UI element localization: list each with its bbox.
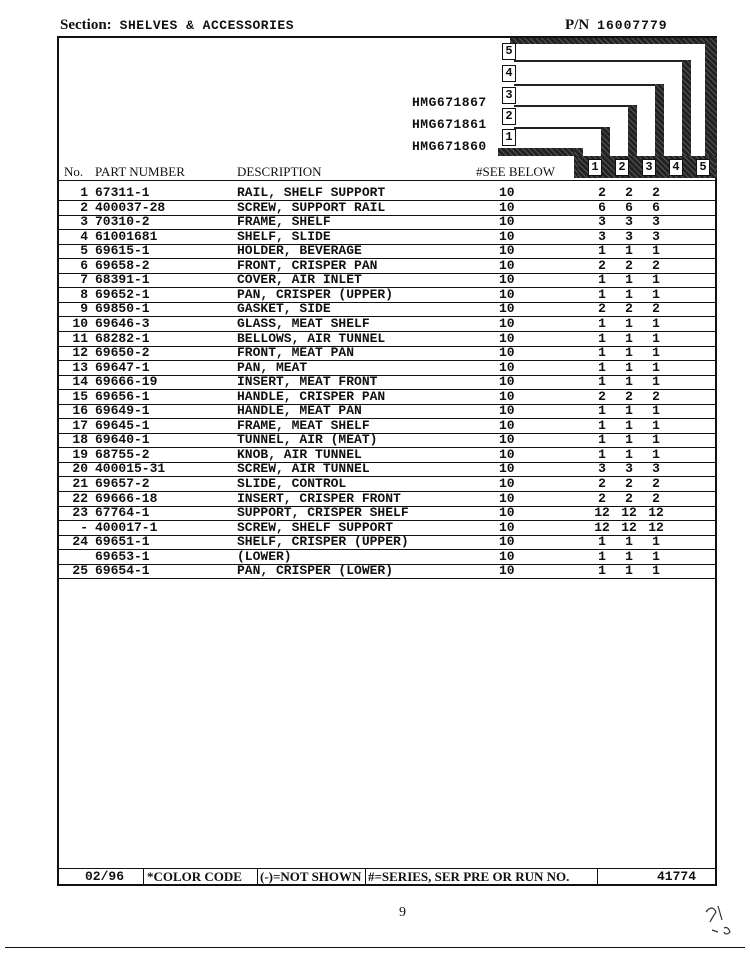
row-qty-col2: 1 bbox=[625, 446, 633, 462]
row-part-number: 400037-28 bbox=[95, 199, 166, 215]
table-row bbox=[64, 215, 714, 230]
table-row bbox=[64, 448, 714, 463]
row-qty-col3: 1 bbox=[652, 272, 660, 288]
row-qty-col2: 1 bbox=[625, 417, 633, 433]
section-label: Section: bbox=[60, 17, 112, 33]
footer-bar bbox=[57, 869, 717, 885]
row-part-number: 67311-1 bbox=[95, 185, 150, 200]
table-row bbox=[64, 273, 714, 288]
row-see-below: 10 bbox=[499, 476, 515, 491]
table-row bbox=[64, 302, 714, 317]
row-see-below: 10 bbox=[499, 490, 515, 506]
row-qty-col2: 2 bbox=[625, 257, 633, 273]
row-qty-col2: 3 bbox=[625, 228, 633, 244]
pn-value: 16007779 bbox=[597, 18, 668, 33]
row-see-below: 10 bbox=[499, 374, 515, 390]
row-see-below: 10 bbox=[499, 228, 515, 244]
series-chart bbox=[498, 38, 717, 156]
row-description: KNOB, AIR TUNNEL bbox=[237, 446, 362, 462]
row-qty-col1: 1 bbox=[598, 446, 606, 462]
row-item-number: 21 bbox=[72, 476, 88, 491]
row-item-number: 7 bbox=[80, 272, 88, 288]
row-qty-col1: 12 bbox=[594, 505, 610, 521]
row-qty-col1: 1 bbox=[598, 432, 606, 448]
row-description: FRONT, MEAT PAN bbox=[237, 345, 355, 361]
table-row bbox=[64, 186, 714, 201]
table-row bbox=[64, 419, 714, 434]
row-description: SHELF, CRISPER (UPPER) bbox=[237, 534, 409, 550]
table-row bbox=[64, 317, 714, 332]
row-see-below: 10 bbox=[499, 243, 515, 259]
row-qty-col3: 1 bbox=[652, 432, 660, 448]
row-qty-col1: 1 bbox=[598, 286, 606, 302]
row-item-number: 1 bbox=[80, 185, 88, 200]
table-row bbox=[64, 390, 714, 405]
footer-date: 02/96 bbox=[85, 869, 125, 884]
row-item-number: 6 bbox=[80, 257, 88, 273]
row-qty-col2: 1 bbox=[625, 272, 633, 288]
row-qty-col2: 2 bbox=[625, 476, 633, 491]
row-see-below: 10 bbox=[499, 301, 515, 317]
row-part-number: 69651-1 bbox=[95, 534, 150, 550]
row-part-number: 69646-3 bbox=[95, 315, 150, 331]
row-qty-col2: 12 bbox=[621, 519, 637, 535]
row-part-number: 69645-1 bbox=[95, 417, 150, 433]
col-number-3: 3 bbox=[642, 159, 656, 176]
row-item-number: 22 bbox=[72, 490, 88, 506]
row-part-number: 69666-18 bbox=[95, 490, 158, 506]
row-item-number: 19 bbox=[72, 446, 88, 462]
row-see-below: 10 bbox=[499, 286, 515, 302]
row-qty-col1: 1 bbox=[598, 534, 606, 550]
row-item-number: 5 bbox=[80, 243, 88, 259]
row-part-number: 69658-2 bbox=[95, 257, 150, 273]
row-qty-col3: 3 bbox=[652, 214, 660, 230]
row-part-number: 400015-31 bbox=[95, 461, 166, 477]
row-description: PAN, CRISPER (UPPER) bbox=[237, 286, 394, 302]
model-number-2: HMG671861 bbox=[412, 117, 487, 132]
row-qty-col1: 1 bbox=[598, 272, 606, 288]
bottom-rule bbox=[5, 947, 745, 948]
row-qty-col2: 6 bbox=[625, 199, 633, 215]
row-description: SUPPORT, CRISPER SHELF bbox=[237, 505, 409, 521]
col-number-2: 2 bbox=[615, 159, 629, 176]
row-description: FRAME, MEAT SHELF bbox=[237, 417, 370, 433]
col-number-5: 5 bbox=[696, 159, 710, 176]
row-item-number: 24 bbox=[72, 534, 88, 550]
row-qty-col2: 1 bbox=[625, 315, 633, 331]
row-see-below: 10 bbox=[499, 359, 515, 375]
row-part-number: 69615-1 bbox=[95, 243, 150, 259]
row-part-number: 69640-1 bbox=[95, 432, 150, 448]
table-row bbox=[64, 462, 714, 477]
row-qty-col3: 3 bbox=[652, 228, 660, 244]
row-see-below: 10 bbox=[499, 446, 515, 462]
row-qty-col2: 3 bbox=[625, 461, 633, 477]
row-see-below: 10 bbox=[499, 388, 515, 404]
model-number-3: HMG671860 bbox=[412, 139, 487, 154]
row-item-number: 25 bbox=[72, 563, 88, 579]
footer-series-note: #=SERIES, SER PRE OR RUN NO. bbox=[368, 869, 570, 884]
row-qty-col1: 1 bbox=[598, 243, 606, 259]
row-qty-col1: 2 bbox=[598, 388, 606, 404]
row-part-number: 68755-2 bbox=[95, 446, 150, 462]
row-qty-col2: 1 bbox=[625, 374, 633, 390]
table-row bbox=[64, 375, 714, 390]
row-qty-col1: 1 bbox=[598, 403, 606, 419]
row-see-below: 10 bbox=[499, 214, 515, 230]
row-qty-col3: 1 bbox=[652, 286, 660, 302]
row-qty-col3: 2 bbox=[652, 388, 660, 404]
series-box-5: 5 bbox=[502, 43, 516, 60]
row-qty-col3: 2 bbox=[652, 185, 660, 200]
row-qty-col3: 1 bbox=[652, 446, 660, 462]
row-part-number: 69654-1 bbox=[95, 563, 150, 579]
row-qty-col1: 1 bbox=[598, 417, 606, 433]
col-header-see-below: #SEE BELOW bbox=[476, 164, 556, 179]
row-description: SCREW, SHELF SUPPORT bbox=[237, 519, 394, 535]
footer-number: 41774 bbox=[657, 869, 697, 884]
page-number: 9 bbox=[399, 905, 406, 920]
part-number-header bbox=[565, 17, 668, 34]
row-qty-col2: 1 bbox=[625, 345, 633, 361]
row-description: RAIL, SHELF SUPPORT bbox=[237, 185, 386, 200]
row-description: INSERT, MEAT FRONT bbox=[237, 374, 378, 390]
row-qty-col2: 1 bbox=[625, 286, 633, 302]
row-description: GASKET, SIDE bbox=[237, 301, 331, 317]
row-qty-col1: 1 bbox=[598, 563, 606, 579]
row-see-below: 10 bbox=[499, 432, 515, 448]
table-row bbox=[64, 230, 714, 245]
col-header-part-number: PART NUMBER bbox=[95, 164, 185, 179]
series-box-2: 2 bbox=[502, 108, 516, 125]
row-part-number: 69650-2 bbox=[95, 345, 150, 361]
row-qty-col3: 1 bbox=[652, 330, 660, 346]
row-description: HANDLE, CRISPER PAN bbox=[237, 388, 386, 404]
row-qty-col3: 12 bbox=[648, 519, 664, 535]
table-row bbox=[64, 550, 714, 565]
row-see-below: 10 bbox=[499, 548, 515, 564]
row-description: PAN, MEAT bbox=[237, 359, 308, 375]
row-qty-col1: 1 bbox=[598, 315, 606, 331]
row-see-below: 10 bbox=[499, 330, 515, 346]
row-see-below: 10 bbox=[499, 563, 515, 579]
row-part-number: 70310-2 bbox=[95, 214, 150, 230]
row-qty-col1: 2 bbox=[598, 185, 606, 200]
table-row bbox=[64, 201, 714, 216]
row-item-number: 14 bbox=[72, 374, 88, 390]
row-description: TUNNEL, AIR (MEAT) bbox=[237, 432, 378, 448]
row-see-below: 10 bbox=[499, 315, 515, 331]
row-description: SCREW, SUPPORT RAIL bbox=[237, 199, 386, 215]
row-qty-col3: 1 bbox=[652, 563, 660, 579]
row-part-number: 69647-1 bbox=[95, 359, 150, 375]
row-item-number: 2 bbox=[80, 199, 88, 215]
row-item-number: 18 bbox=[72, 432, 88, 448]
row-part-number: 69649-1 bbox=[95, 403, 150, 419]
row-see-below: 10 bbox=[499, 403, 515, 419]
row-part-number: 69652-1 bbox=[95, 286, 150, 302]
row-description: BELLOWS, AIR TUNNEL bbox=[237, 330, 386, 346]
table-row bbox=[64, 492, 714, 507]
footer-not-shown: (-)=NOT SHOWN bbox=[260, 869, 362, 884]
row-part-number: 69850-1 bbox=[95, 301, 150, 317]
row-item-number: 11 bbox=[72, 330, 88, 346]
table-row bbox=[64, 506, 714, 521]
row-item-number: 12 bbox=[72, 345, 88, 361]
row-qty-col1: 2 bbox=[598, 476, 606, 491]
row-item-number: 9 bbox=[80, 301, 88, 317]
row-qty-col2: 1 bbox=[625, 330, 633, 346]
row-description: SHELF, SLIDE bbox=[237, 228, 331, 244]
row-item-number: 15 bbox=[72, 388, 88, 404]
row-qty-col1: 1 bbox=[598, 548, 606, 564]
row-item-number: 4 bbox=[80, 228, 88, 244]
row-qty-col3: 12 bbox=[648, 505, 664, 521]
row-part-number: 61001681 bbox=[95, 228, 158, 244]
row-description: FRAME, SHELF bbox=[237, 214, 331, 230]
row-item-number: 3 bbox=[80, 214, 88, 230]
table-row bbox=[64, 477, 714, 492]
row-see-below: 10 bbox=[499, 185, 515, 200]
row-qty-col2: 3 bbox=[625, 214, 633, 230]
row-qty-col1: 1 bbox=[598, 359, 606, 375]
handwritten-mark bbox=[700, 900, 740, 940]
row-description: (LOWER) bbox=[237, 548, 292, 564]
row-item-number: 17 bbox=[72, 417, 88, 433]
col-header-no: No. bbox=[64, 164, 84, 179]
row-part-number: 68391-1 bbox=[95, 272, 150, 288]
row-qty-col1: 1 bbox=[598, 345, 606, 361]
row-see-below: 10 bbox=[499, 505, 515, 521]
row-qty-col2: 1 bbox=[625, 432, 633, 448]
row-see-below: 10 bbox=[499, 199, 515, 215]
row-qty-col3: 1 bbox=[652, 243, 660, 259]
pn-label: P/N bbox=[565, 17, 590, 33]
series-box-4: 4 bbox=[502, 65, 516, 82]
row-description: FRONT, CRISPER PAN bbox=[237, 257, 378, 273]
table-row bbox=[64, 332, 714, 347]
row-qty-col3: 1 bbox=[652, 315, 660, 331]
section-header bbox=[60, 17, 294, 34]
row-qty-col1: 3 bbox=[598, 461, 606, 477]
table-row bbox=[64, 288, 714, 303]
table-row bbox=[64, 564, 714, 579]
row-description: PAN, CRISPER (LOWER) bbox=[237, 563, 394, 579]
row-see-below: 10 bbox=[499, 272, 515, 288]
row-qty-col2: 2 bbox=[625, 185, 633, 200]
row-part-number: 68282-1 bbox=[95, 330, 150, 346]
row-qty-col3: 1 bbox=[652, 417, 660, 433]
row-see-below: 10 bbox=[499, 257, 515, 273]
row-description: COVER, AIR INLET bbox=[237, 272, 362, 288]
table-row bbox=[64, 535, 714, 550]
row-qty-col2: 1 bbox=[625, 548, 633, 564]
row-qty-col3: 1 bbox=[652, 534, 660, 550]
column-number-boxes bbox=[578, 156, 716, 178]
row-qty-col2: 2 bbox=[625, 490, 633, 506]
table-row bbox=[64, 404, 714, 419]
row-item-number: 16 bbox=[72, 403, 88, 419]
row-qty-col2: 1 bbox=[625, 243, 633, 259]
series-box-3: 3 bbox=[502, 87, 516, 104]
table-row bbox=[64, 361, 714, 376]
row-part-number: 67764-1 bbox=[95, 505, 150, 521]
row-item-number: 20 bbox=[72, 461, 88, 477]
row-qty-col1: 12 bbox=[594, 519, 610, 535]
row-item-number: 8 bbox=[80, 286, 88, 302]
series-box-1: 1 bbox=[502, 129, 516, 146]
row-part-number: 69666-19 bbox=[95, 374, 158, 390]
row-description: HANDLE, MEAT PAN bbox=[237, 403, 362, 419]
section-value: SHELVES & ACCESSORIES bbox=[119, 18, 294, 33]
footer-color-code: *COLOR CODE bbox=[147, 869, 242, 884]
col-number-1: 1 bbox=[588, 159, 602, 176]
row-item-number: 13 bbox=[72, 359, 88, 375]
row-qty-col3: 2 bbox=[652, 476, 660, 491]
row-qty-col1: 3 bbox=[598, 228, 606, 244]
table-row bbox=[64, 244, 714, 259]
row-qty-col2: 12 bbox=[621, 505, 637, 521]
row-qty-col3: 1 bbox=[652, 359, 660, 375]
row-qty-col3: 1 bbox=[652, 548, 660, 564]
row-item-number: 10 bbox=[72, 315, 88, 331]
row-qty-col3: 2 bbox=[652, 490, 660, 506]
row-see-below: 10 bbox=[499, 461, 515, 477]
table-row bbox=[64, 259, 714, 274]
row-qty-col1: 1 bbox=[598, 330, 606, 346]
header-divider bbox=[57, 180, 717, 181]
row-part-number: 69653-1 bbox=[95, 548, 150, 564]
row-description: GLASS, MEAT SHELF bbox=[237, 315, 370, 331]
row-qty-col1: 1 bbox=[598, 374, 606, 390]
row-item-number: 23 bbox=[72, 505, 88, 521]
row-item-number: - bbox=[80, 519, 88, 535]
row-qty-col1: 2 bbox=[598, 257, 606, 273]
row-description: INSERT, CRISPER FRONT bbox=[237, 490, 401, 506]
row-description: SLIDE, CONTROL bbox=[237, 476, 347, 491]
row-description: HOLDER, BEVERAGE bbox=[237, 243, 362, 259]
row-qty-col3: 6 bbox=[652, 199, 660, 215]
row-qty-col2: 1 bbox=[625, 563, 633, 579]
row-qty-col2: 2 bbox=[625, 388, 633, 404]
row-qty-col3: 2 bbox=[652, 257, 660, 273]
row-part-number: 69656-1 bbox=[95, 388, 150, 404]
col-number-4: 4 bbox=[669, 159, 683, 176]
row-qty-col1: 3 bbox=[598, 214, 606, 230]
table-row bbox=[64, 521, 714, 536]
row-qty-col2: 1 bbox=[625, 359, 633, 375]
row-see-below: 10 bbox=[499, 519, 515, 535]
col-header-description: DESCRIPTION bbox=[237, 164, 322, 179]
row-qty-col1: 2 bbox=[598, 301, 606, 317]
row-qty-col2: 1 bbox=[625, 403, 633, 419]
row-qty-col1: 2 bbox=[598, 490, 606, 506]
row-see-below: 10 bbox=[499, 345, 515, 361]
row-description: SCREW, AIR TUNNEL bbox=[237, 461, 370, 477]
row-qty-col2: 2 bbox=[625, 301, 633, 317]
row-qty-col3: 1 bbox=[652, 403, 660, 419]
row-rule bbox=[57, 578, 717, 579]
row-qty-col2: 1 bbox=[625, 534, 633, 550]
row-qty-col3: 1 bbox=[652, 345, 660, 361]
table-row bbox=[64, 433, 714, 448]
row-qty-col3: 1 bbox=[652, 374, 660, 390]
row-qty-col3: 3 bbox=[652, 461, 660, 477]
row-see-below: 10 bbox=[499, 534, 515, 550]
table-row bbox=[64, 346, 714, 361]
row-qty-col3: 2 bbox=[652, 301, 660, 317]
row-part-number: 400017-1 bbox=[95, 519, 158, 535]
row-qty-col1: 6 bbox=[598, 199, 606, 215]
row-see-below: 10 bbox=[499, 417, 515, 433]
model-number-1: HMG671867 bbox=[412, 95, 487, 110]
row-part-number: 69657-2 bbox=[95, 476, 150, 491]
